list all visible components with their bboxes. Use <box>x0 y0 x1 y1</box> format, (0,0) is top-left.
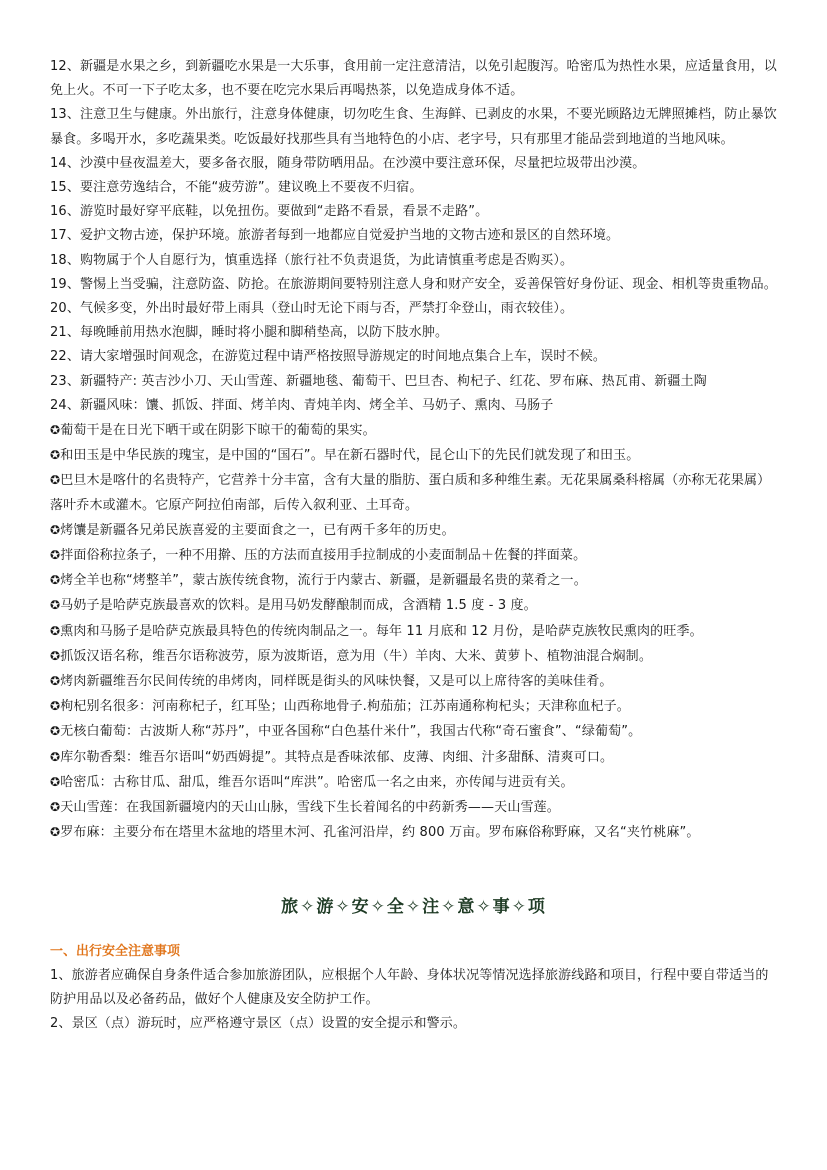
tip-item-15: 15、要注意劳逸结合，不能“疲劳游”。建议晚上不要夜不归宿。 <box>50 180 423 196</box>
bullet-text: 葡萄干是在日光下晒干或在阴影下晾干的葡萄的果实。 <box>60 423 376 439</box>
bullet-text: 巴旦木是喀什的名贵特产，它营养十分丰富，含有大量的脂肪、蛋白质和多种维生素。无花果属桑科榕属（亦称无花果属）落叶乔木或灌木。它原产阿拉伯南部，后传入叙利亚、土耳奇。 <box>50 473 771 513</box>
star-bullet-icon: ✪ <box>50 473 61 488</box>
bullet-text: 枸杞别名很多：河南称杞子，红耳坠；山西称地骨子.枸茄茄；江苏南通称枸杞头；天津称血杞子。 <box>60 699 630 715</box>
bullet-item <box>50 820 778 845</box>
bullet-text: 天山雪莲：在我国新疆境内的天山山脉，雪线下生长着闻名的中药新秀——天山雪莲。 <box>60 800 560 816</box>
bullet-text: 马奶子是哈萨克族最喜欢的饮料。是用马奶发酵酿制而成，含酒精 1.5 度 - 3 度。 <box>60 598 537 614</box>
bullet-text: 无核白葡萄：古波斯人称“苏丹”，中亚各国称“白色基什米什”，我国古代称“奇石蜜食”、“绿葡萄”。 <box>60 724 642 740</box>
star-bullet-icon: ✪ <box>50 598 61 613</box>
star-bullet-icon: ✪ <box>50 825 61 840</box>
star-bullet-icon: ✪ <box>50 774 61 789</box>
star-bullet-icon: ✪ <box>50 699 61 714</box>
bullet-item <box>50 468 778 517</box>
bullet-text: 烤馕是新疆各兄弟民族喜爱的主要面食之一，已有两千多年的历史。 <box>60 522 455 538</box>
document-page <box>50 55 778 1036</box>
bullet-item <box>50 619 778 644</box>
bullet-item <box>50 443 778 468</box>
tip-item-21: 21、每晚睡前用热水泡脚，睡时将小腿和脚稍垫高，以防下肢水肿。 <box>50 325 449 341</box>
section-title: 旅✧游✧安✧全✧注✧意✧事✧项 <box>281 896 547 917</box>
specialty-bullet-list <box>50 418 778 845</box>
tip-item-20: 20、气候多变，外出时最好带上雨具（登山时无论下雨与否，严禁打伞登山，雨衣较佳）。 <box>50 301 574 317</box>
tip-item-14: 14、沙漠中昼夜温差大，要多备衣服，随身带防晒用品。在沙漠中要注意环保，尽量把垃圾带出沙漠。 <box>50 155 646 171</box>
bullet-item <box>50 543 778 568</box>
tip-item-16: 16、游览时最好穿平底鞋，以免扭伤。要做到“走路不看景，看景不走路”。 <box>50 204 489 220</box>
bullet-item <box>50 745 778 770</box>
tip-item-19: 19、警惕上当受骗，注意防盗、防抢。在旅游期间要特别注意人身和财产安全，妥善保管好身份证、现金、相机等贵重物品。 <box>50 276 777 292</box>
tip-item-23-specialties: 23、新疆特产: 英吉沙小刀、天山雪莲、新疆地毯、葡萄干、巴旦杏、枸杞子、红花、罗布麻、热瓦甫、新疆土陶 <box>50 373 707 389</box>
star-bullet-icon: ✪ <box>50 548 61 563</box>
bullet-text: 烤全羊也称“烤整羊”，蒙古族传统食物，流行于内蒙古、新疆，是新疆最名贵的菜肴之一。 <box>60 573 587 589</box>
bullet-text: 库尔勒香梨：维吾尔语叫“奶西姆提”。其特点是香味浓郁、皮薄、肉细、汁多甜酥、清爽可口。 <box>60 749 614 765</box>
bullet-text: 抓饭汉语名称，维吾尔语称波劳，原为波斯语，意为用（牛）羊肉、大米、黄萝卜、植物油混合焖制。 <box>60 648 652 664</box>
star-bullet-icon: ✪ <box>50 623 61 638</box>
star-bullet-icon: ✪ <box>50 674 61 689</box>
tip-item-13: 13、注意卫生与健康。外出旅行，注意身体健康，切勿吃生食、生海鲜、已剥皮的水果，不要光顾路边无牌照摊档，防止暴饮暴食。多喝开水，多吃蔬果类。吃饭最好找那些具有当地特色的小店、老字号，只有那里才能品尝到地道的当地风味。 <box>50 107 777 147</box>
tip-item-12: 12、新疆是水果之乡，到新疆吃水果是一大乐事，食用前一定注意清洁，以免引起腹泻。哈密瓜为热性水果，应适量食用，以免上火。不可一下子吃太多，也不要在吃完水果后再喝热茶，以免造成身体不适。 <box>50 59 777 99</box>
tip-item-24-local-flavors: 24、新疆风味：馕、抓饭、拌面、烤羊肉、青炖羊肉、烤全羊、马奶子、熏肉、马肠子 <box>50 397 554 413</box>
bullet-item <box>50 770 778 795</box>
bullet-item <box>50 418 778 443</box>
bullet-item <box>50 719 778 744</box>
bullet-text: 哈密瓜：古称甘瓜、甜瓜，维吾尔语叫“库洪”。哈密瓜一名之由来，亦传闻与进贡有关。 <box>60 774 574 790</box>
bullet-text: 罗布麻：主要分布在塔里木盆地的塔里木河、孔雀河沿岸，约 800 万亩。罗布麻俗称野麻，又名“夹竹桃麻”。 <box>60 825 700 841</box>
star-bullet-icon: ✪ <box>50 749 61 764</box>
star-bullet-icon: ✪ <box>50 648 61 663</box>
bullet-text: 和田玉是中华民族的瑰宝，是中国的“国石”。早在新石器时代，昆仑山下的先民们就发现了和田玉。 <box>60 448 640 464</box>
bullet-text: 熏肉和马肠子是哈萨克族最具特色的传统肉制品之一。每年 11 月底和 12 月份，是哈萨克族牧民熏肉的旺季。 <box>60 623 703 639</box>
section-heading-travel-safety: 一、出行安全注意事项 <box>50 943 181 959</box>
star-bullet-icon: ✪ <box>50 573 61 588</box>
safety-item-1: 1、旅游者应确保自身条件适合参加旅游团队，应根据个人年龄、身体状况等情况选择旅游线路和项目，行程中要自带适当的防护用品以及必备药品，做好个人健康及安全防护工作。 <box>50 967 769 1007</box>
star-bullet-icon: ✪ <box>50 522 61 537</box>
bullet-item <box>50 669 778 694</box>
numbered-tips-list <box>50 55 778 418</box>
tip-item-18: 18、购物属于个人自愿行为，慎重选择（旅行社不负责退货，为此请慎重考虑是否购买）。 <box>50 252 574 268</box>
bullet-text: 烤肉新疆维吾尔民间传统的串烤肉，同样既是街头的风味快餐，又是可以上席待客的美味佳肴。 <box>60 674 613 690</box>
bullet-item <box>50 795 778 820</box>
bullet-item <box>50 568 778 593</box>
safety-item-2: 2、景区（点）游玩时，应严格遵守景区（点）设置的安全提示和警示。 <box>50 1015 467 1031</box>
star-bullet-icon: ✪ <box>50 423 61 438</box>
tip-item-17: 17、爱护文物古迹，保护环境。旅游者每到一地都应自觉爱护当地的文物古迹和景区的自然环境。 <box>50 228 620 244</box>
bullet-text: 拌面俗称拉条子，一种不用擀、压的方法而直接用手拉制成的小麦面制品＋佐餐的拌面菜。 <box>60 548 587 564</box>
bullet-item <box>50 593 778 618</box>
bullet-item <box>50 694 778 719</box>
star-bullet-icon: ✪ <box>50 800 61 815</box>
tip-item-22: 22、请大家增强时间观念，在游览过程中请严格按照导游规定的时间地点集合上车，误时不候。 <box>50 349 606 365</box>
bullet-item <box>50 644 778 669</box>
star-bullet-icon: ✪ <box>50 448 61 463</box>
bullet-item <box>50 518 778 543</box>
star-bullet-icon: ✪ <box>50 724 61 739</box>
